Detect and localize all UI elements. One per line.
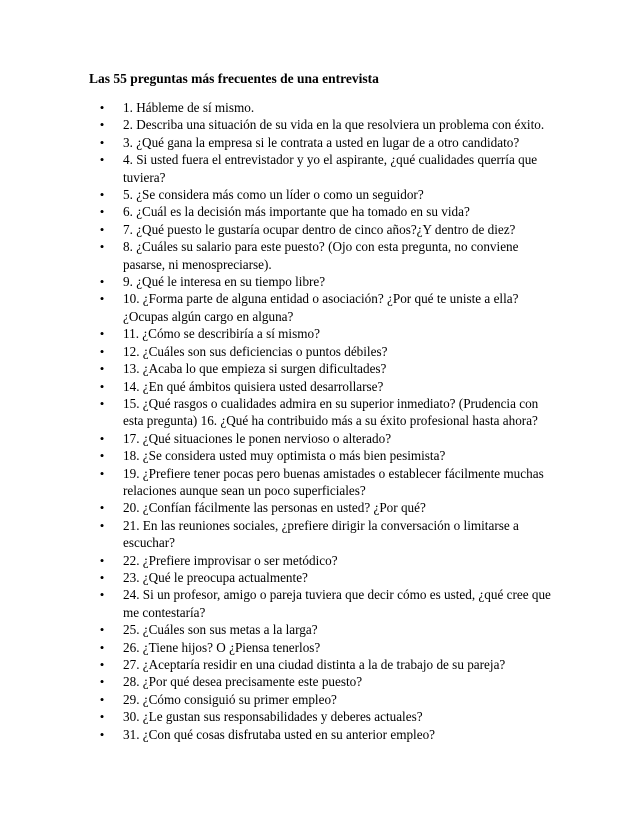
question-text: 17. ¿Qué situaciones le ponen nervioso o alterado? bbox=[123, 430, 392, 446]
bullet-icon: • bbox=[99, 291, 105, 307]
bullet-icon: • bbox=[99, 465, 105, 481]
list-item bbox=[89, 325, 559, 342]
bullet-icon: • bbox=[99, 657, 105, 672]
bullet-icon: • bbox=[99, 134, 105, 150]
list-item bbox=[89, 290, 559, 325]
list-item bbox=[89, 586, 559, 621]
list-item bbox=[89, 708, 559, 725]
question-text: 6. ¿Cuál es la decisión más importante que ha tomado en su vida? bbox=[123, 204, 470, 220]
document-page bbox=[89, 70, 559, 743]
list-item bbox=[89, 221, 559, 238]
question-text: 4. Si usted fuera el entrevistador y yo el aspirante, ¿qué cualidades querría que tuviera? bbox=[123, 152, 538, 185]
question-text: 20. ¿Confían fácilmente las personas en usted? ¿Por qué? bbox=[123, 500, 426, 516]
question-text: 21. En las reuniones sociales, ¿prefiere dirigir la conversación o limitarse a escuchar? bbox=[123, 517, 519, 551]
question-text: 12. ¿Cuáles son sus deficiencias o puntos débiles? bbox=[123, 343, 388, 359]
bullet-icon: • bbox=[99, 587, 105, 603]
question-text: 10. ¿Forma parte de alguna entidad o asociación? ¿Por qué te uniste a ella? ¿Ocupas algún cargo en alguna? bbox=[123, 291, 519, 324]
list-item bbox=[89, 343, 559, 360]
bullet-icon: • bbox=[99, 500, 105, 516]
bullet-icon: • bbox=[99, 100, 105, 115]
question-text: 19. ¿Prefiere tener pocas pero buenas amistades o establecer fácilmente muchas relaciones aunque sean un poco superficiales? bbox=[123, 465, 544, 498]
list-item bbox=[89, 203, 559, 220]
bullet-icon: • bbox=[99, 517, 105, 533]
bullet-icon: • bbox=[99, 221, 105, 237]
list-item bbox=[89, 273, 559, 290]
question-text: 31. ¿Con qué cosas disfrutaba usted en su anterior empleo? bbox=[123, 726, 436, 742]
list-item bbox=[89, 186, 559, 203]
bullet-icon: • bbox=[99, 152, 105, 168]
question-text: 24. Si un profesor, amigo o pareja tuviera que decir cómo es usted, ¿qué cree que me contestaría? bbox=[123, 587, 551, 620]
question-text: 26. ¿Tiene hijos? O ¿Piensa tenerlos? bbox=[123, 639, 321, 655]
question-list bbox=[89, 99, 559, 743]
bullet-icon: • bbox=[99, 378, 105, 394]
list-item bbox=[89, 151, 559, 186]
bullet-icon: • bbox=[99, 674, 105, 690]
bullet-icon: • bbox=[99, 448, 105, 464]
bullet-icon: • bbox=[99, 395, 105, 411]
question-text: 23. ¿Qué le preocupa actualmente? bbox=[123, 569, 308, 585]
question-text: 22. ¿Prefiere improvisar o ser metódico? bbox=[123, 552, 338, 568]
bullet-icon: • bbox=[99, 239, 105, 255]
bullet-icon: • bbox=[99, 326, 105, 342]
list-item bbox=[89, 116, 559, 133]
question-text: 3. ¿Qué gana la empresa si le contrata a usted en lugar de a otro candidato? bbox=[123, 134, 520, 150]
document-title: Las 55 preguntas más frecuentes de una entrevista bbox=[89, 71, 379, 86]
list-item bbox=[89, 621, 559, 638]
question-text: 1. Hábleme de sí mismo. bbox=[123, 100, 255, 115]
question-text: 29. ¿Cómo consiguió su primer empleo? bbox=[123, 691, 337, 707]
question-text: 25. ¿Cuáles son sus metas a la larga? bbox=[123, 622, 318, 638]
bullet-icon: • bbox=[99, 726, 105, 742]
question-text: 9. ¿Qué le interesa en su tiempo libre? bbox=[123, 274, 326, 290]
list-item bbox=[89, 447, 559, 464]
list-item bbox=[89, 395, 559, 430]
list-item bbox=[89, 569, 559, 586]
bullet-icon: • bbox=[99, 552, 105, 568]
bullet-icon: • bbox=[99, 691, 105, 707]
list-item bbox=[89, 134, 559, 151]
question-text: 14. ¿En qué ámbitos quisiera usted desarrollarse? bbox=[123, 378, 384, 394]
list-item bbox=[89, 238, 559, 273]
question-text: 8. ¿Cuáles su salario para este puesto? (Ojo con esta pregunta, no conviene pasarse, ni menospreciarse). bbox=[123, 239, 519, 272]
question-text: 27. ¿Aceptaría residir en una ciudad distinta a la de trabajo de su pareja? bbox=[123, 657, 506, 672]
list-item bbox=[89, 517, 559, 552]
list-item bbox=[89, 656, 559, 673]
bullet-icon: • bbox=[99, 117, 105, 133]
list-item bbox=[89, 726, 559, 743]
list-item bbox=[89, 673, 559, 690]
question-text: 11. ¿Cómo se describiría a sí mismo? bbox=[123, 326, 320, 342]
list-item bbox=[89, 378, 559, 395]
bullet-icon: • bbox=[99, 361, 105, 377]
bullet-icon: • bbox=[99, 569, 105, 585]
bullet-icon: • bbox=[99, 622, 105, 638]
bullet-icon: • bbox=[99, 187, 105, 203]
bullet-icon: • bbox=[99, 274, 105, 290]
list-item bbox=[89, 360, 559, 377]
list-item bbox=[89, 430, 559, 447]
list-item bbox=[89, 99, 559, 116]
list-item bbox=[89, 552, 559, 569]
question-text: 18. ¿Se considera usted muy optimista o más bien pesimista? bbox=[123, 448, 446, 464]
question-text: 7. ¿Qué puesto le gustaría ocupar dentro de cinco años?¿Y dentro de diez? bbox=[123, 221, 516, 237]
question-text: 5. ¿Se considera más como un líder o como un seguidor? bbox=[123, 187, 424, 203]
list-item bbox=[89, 691, 559, 708]
question-text: 15. ¿Qué rasgos o cualidades admira en su superior inmediato? (Prudencia con esta pregunta) 16. ¿Qué ha contribuido más a su éxito profesional hasta ahora? bbox=[123, 395, 539, 429]
bullet-icon: • bbox=[99, 204, 105, 220]
bullet-icon: • bbox=[99, 343, 105, 359]
bullet-icon: • bbox=[99, 430, 105, 446]
question-text: 30. ¿Le gustan sus responsabilidades y deberes actuales? bbox=[123, 709, 423, 725]
question-text: 2. Describa una situación de su vida en la que resolviera un problema con éxito. bbox=[123, 117, 545, 133]
list-item bbox=[89, 499, 559, 516]
bullet-icon: • bbox=[99, 709, 105, 725]
bullet-icon: • bbox=[99, 639, 105, 655]
question-text: 28. ¿Por qué desea precisamente este puesto? bbox=[123, 674, 363, 690]
question-text: 13. ¿Acaba lo que empieza si surgen dificultades? bbox=[123, 361, 387, 377]
list-item bbox=[89, 639, 559, 656]
list-item bbox=[89, 465, 559, 500]
